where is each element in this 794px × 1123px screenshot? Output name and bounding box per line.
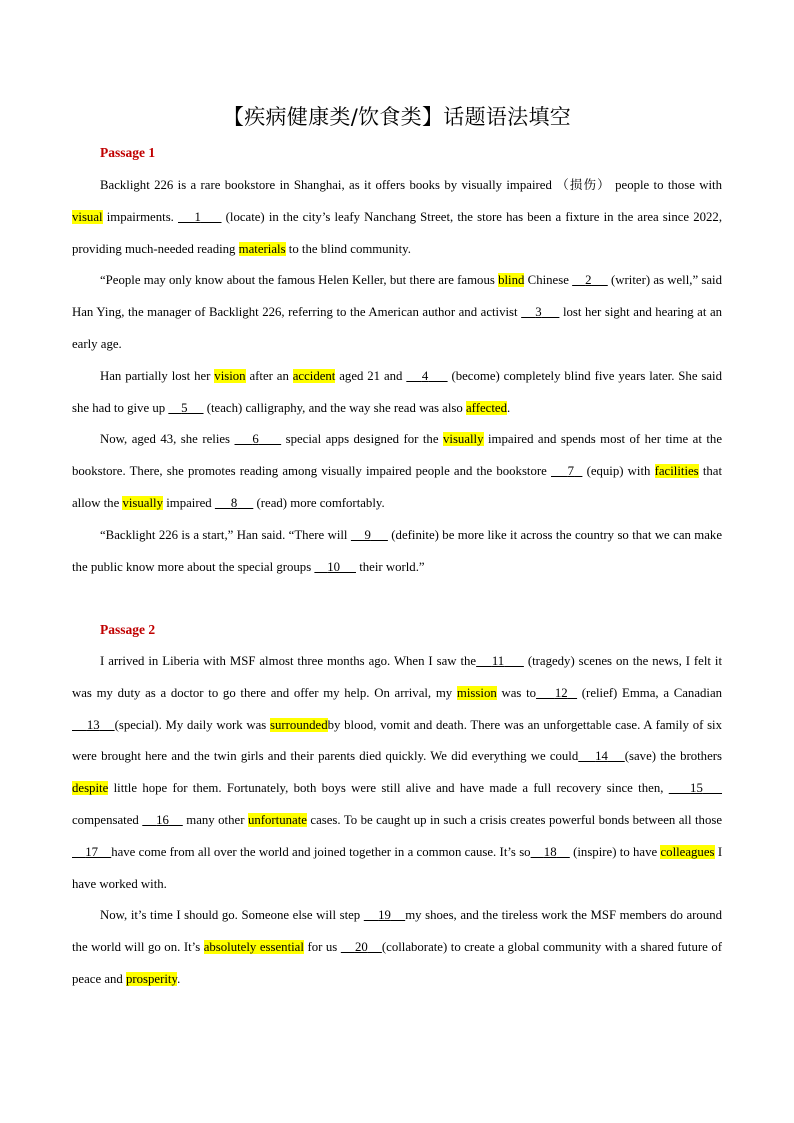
highlight-word: visual	[72, 209, 103, 224]
passage-1-paragraph-5: “Backlight 226 is a start,” Han said. “There will 9 (definite) be more like it across the country so that we can make the public know more about the special groups 10 their world.”	[72, 527, 723, 574]
blank-13[interactable]: 13	[86, 717, 100, 732]
blank-7[interactable]: 7	[567, 464, 575, 479]
blank-18[interactable]: 18	[543, 844, 557, 859]
highlight-word: despite	[72, 781, 109, 796]
passage-2-paragraph-2: Now, it’s time I should go. Someone else will step 19 my shoes, and the tireless work the MSF members do around the world will go on. It’s absolutely essential for us 20 (collaborate) to create a global community with a shared future of peace and prosperity.	[72, 908, 723, 986]
blank-8[interactable]: 8	[230, 495, 238, 510]
passage-1-body	[72, 169, 722, 583]
passage-1-paragraph-3: Han partially lost her vision after an accident aged 21 and 4 (become) completely blind five years later. She said she had to give up 5 (teach) calligraphy, and the way she read was also affected.	[72, 368, 722, 415]
passage-1-paragraph-2: “People may only know about the famous Helen Keller, but there are famous blind Chinese 2 (writer) as well,” said Han Ying, the manager of Backlight 226, referring to the American author and activist 3 lost her sight and hearing at an early age.	[72, 273, 723, 351]
blank-3[interactable]: 3	[535, 305, 542, 320]
highlight-word: visually	[442, 432, 484, 447]
highlight-word: visually	[122, 495, 163, 510]
highlight-word: affected	[466, 400, 507, 415]
passage-1-heading: Passage 1	[100, 145, 156, 160]
blank-16[interactable]: 16	[156, 812, 169, 827]
blank-12[interactable]: 12	[554, 685, 568, 700]
highlight-word: facilities	[654, 464, 699, 479]
blank-10[interactable]: 10	[327, 559, 340, 574]
highlight-word: surrounded	[270, 717, 328, 732]
blank-11[interactable]: 11	[491, 654, 505, 668]
blank-9[interactable]: 9	[364, 527, 371, 542]
blank-1[interactable]: 1	[194, 209, 201, 224]
highlight-word: prosperity	[126, 971, 178, 986]
blank-2[interactable]: 2	[585, 273, 592, 288]
page-title: 【疾病健康类/饮食类】话题语法填空	[222, 105, 572, 129]
highlight-word: unfortunate	[247, 812, 307, 827]
blank-6[interactable]: 6	[252, 432, 259, 447]
passage-2-body	[72, 646, 722, 996]
blank-14[interactable]: 14	[595, 749, 608, 764]
highlight-word: colleagues	[660, 844, 715, 859]
highlight-word: vision	[214, 368, 246, 383]
highlight-word: absolutely essential	[203, 940, 304, 955]
highlight-word: blind	[498, 273, 525, 288]
highlight-word: accident	[292, 368, 336, 383]
highlight-word: materials	[238, 241, 286, 256]
blank-15[interactable]: 15	[690, 781, 703, 796]
blank-20[interactable]: 20	[354, 940, 368, 955]
blank-17[interactable]: 17	[85, 844, 98, 859]
blank-4[interactable]: 4	[421, 368, 429, 383]
passage-1-paragraph-4: Now, aged 43, she relies 6 special apps designed for the visually impaired and spends most of her time at the bookstore. There, she promotes reading among visually impaired people and the bookstore 7 (equip) with facilities that allow the visually impaired 8 (read) more comfortably.	[72, 432, 723, 510]
passage-2-heading: Passage 2	[100, 622, 156, 637]
blank-19[interactable]: 19	[378, 908, 391, 923]
blank-5[interactable]: 5	[181, 400, 188, 415]
passage-2-paragraph-1: I arrived in Liberia with MSF almost three months ago. When I saw the 11 (tragedy) scenes on the news, I felt it was my duty as a doctor to go there and offer my help. On arrival, my mission was to 12 (relief) Emma, a Canadian 13 (special). My daily work was surroundedby blood, vomit and death. There was an unforgettable case. A family of six were brought here and the twin girls and their parents died quickly. We did everything we could 14 (save) the brothers despite little hope for them. Fortunately, both boys were still alive and have made a full recovery since then, 15 compensated 16 many other unfortunate cases. To be caught up in such a crisis creates powerful bonds between all those 17 have come from all over the world and joined together in a common cause. It’s so 18 (inspire) to have colleagues I have worked with.	[72, 654, 723, 891]
highlight-word: mission	[456, 685, 497, 700]
passage-1-paragraph-1: Backlight 226 is a rare bookstore in Shanghai, as it offers books by visually impaired （损伤） people to those with visual impairments. 1 (locate) in the city’s leafy Nanchang Street, the store has been a fixture in the area since 2022, providing much-needed reading materials to the blind community.	[72, 177, 723, 256]
